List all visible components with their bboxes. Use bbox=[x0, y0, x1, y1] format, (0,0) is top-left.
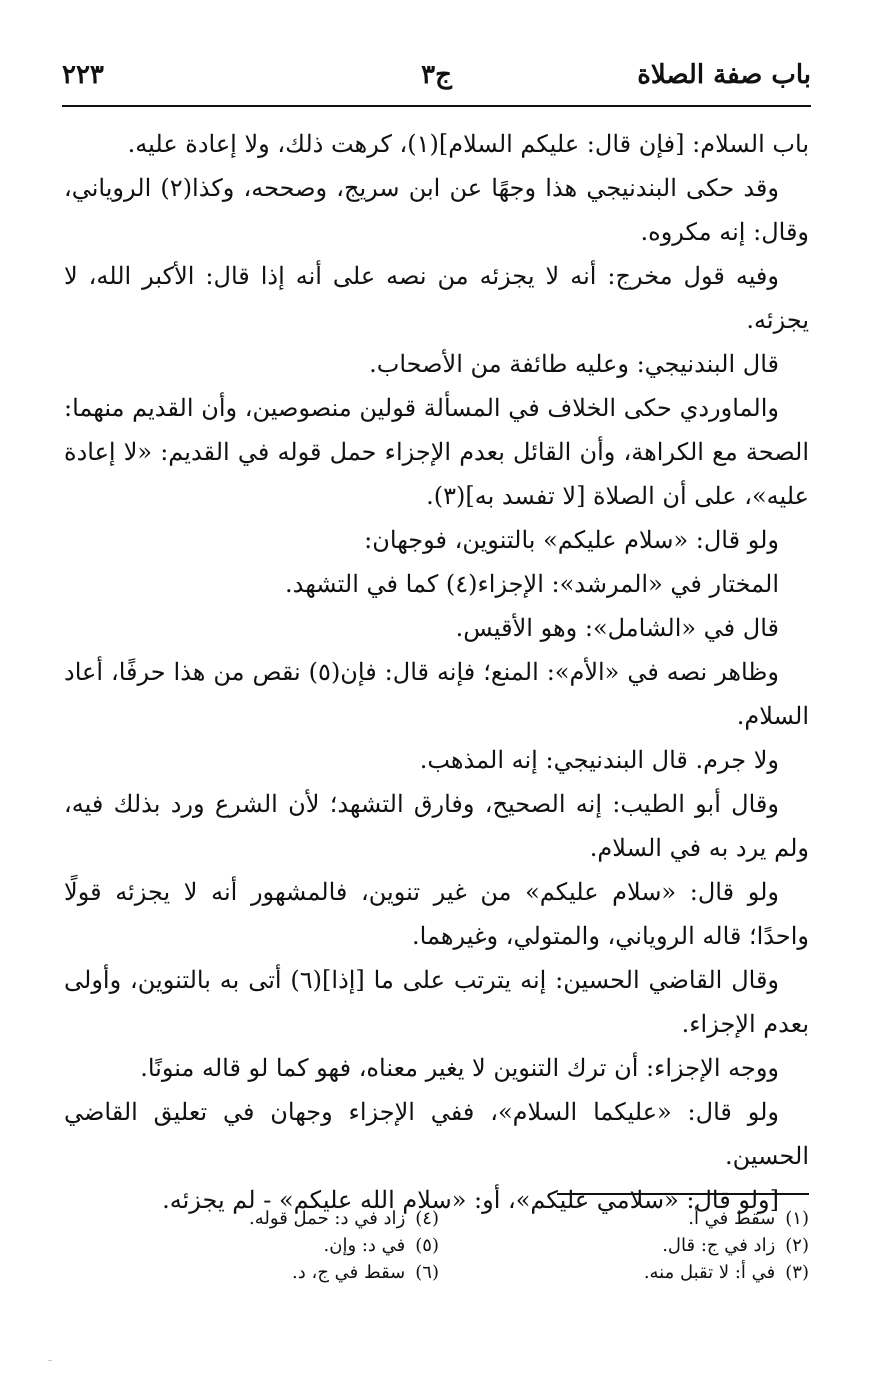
footnotes-column-left bbox=[109, 1205, 439, 1286]
page-number: ٢٢٣ bbox=[62, 60, 104, 90]
body-paragraph: ولو قال: «عليكما السلام»، ففي الإجزاء وجهان في تعليق القاضي الحسين. bbox=[64, 1098, 809, 1170]
body-paragraph: ولو قال: «سلام عليكم» بالتنوين، فوجهان: bbox=[364, 526, 779, 554]
body-paragraph: المختار في «المرشد»: الإجزاء(٤) كما في التشهد. bbox=[284, 570, 779, 598]
body-paragraph: ولو قال: «سلام عليكم» من غير تنوين، فالمشهور أنه لا يجزئه قولًا واحدًا؛ قاله الروياني، والمتولي، وغيرهما. bbox=[64, 878, 809, 950]
footnote-text: سقط في ج، د. bbox=[292, 1262, 406, 1283]
footnote bbox=[109, 1232, 439, 1259]
body-paragraph: وقد حكى البندنيجي هذا وجهًا عن ابن سريج، وصححه، وكذا(٢) الروياني، وقال: إنه مكروه. bbox=[64, 174, 809, 246]
footnote-rule bbox=[557, 1193, 809, 1195]
footnote-number: (٣) bbox=[785, 1262, 809, 1283]
footnote-text: زاد في د: حمل قوله. bbox=[249, 1208, 406, 1229]
body-paragraph: وفيه قول مخرج: أنه لا يجزئه من نصه على أنه إذا قال: الأكبر الله، لا يجزئه. bbox=[64, 262, 809, 334]
body-paragraph: باب السلام: [فإن قال: عليكم السلام](١)، كرهت ذلك، ولا إعادة عليه. bbox=[127, 130, 809, 158]
body-paragraph: ولا جرم. قال البندنيجي: إنه المذهب. bbox=[419, 746, 779, 774]
body-paragraph: وقال القاضي الحسين: إنه يترتب على ما [إذا](٦) أتى به بالتنوين، وأولى بعدم الإجزاء. bbox=[64, 966, 809, 1038]
body-paragraph: قال في «الشامل»: وهو الأقيس. bbox=[455, 614, 779, 642]
volume-label: ج٣ bbox=[421, 60, 452, 90]
footnote-number: (٦) bbox=[415, 1262, 439, 1283]
footnote-text: في د: وإن. bbox=[323, 1235, 406, 1256]
footnote-text: في أ: لا تقبل منه. bbox=[643, 1262, 776, 1283]
body-text bbox=[64, 122, 809, 1222]
body-paragraph: وظاهر نصه في «الأم»: المنع؛ فإنه قال: فإن(٥) نقص من هذا حرفًا، أعاد السلام. bbox=[64, 658, 809, 730]
body-paragraph: ووجه الإجزاء: أن ترك التنوين لا يغير معناه، فهو كما لو قاله منونًا. bbox=[140, 1054, 779, 1082]
footnote bbox=[109, 1259, 439, 1286]
body-paragraph: قال البندنيجي: وعليه طائفة من الأصحاب. bbox=[369, 350, 779, 378]
footnotes-column-right bbox=[479, 1205, 809, 1286]
footnote-text: سقط في أ. bbox=[688, 1208, 776, 1229]
footnote-number: (١) bbox=[785, 1208, 809, 1229]
body-paragraph: [ولو قال: «سلامي عليكم»، أو: «سلام الله عليكم» - لم يجزئه. bbox=[162, 1186, 779, 1214]
footnote bbox=[479, 1259, 809, 1286]
footnote bbox=[479, 1232, 809, 1259]
footnote-number: (٢) bbox=[785, 1235, 809, 1256]
running-header bbox=[62, 56, 811, 96]
chapter-title: باب صفة الصلاة bbox=[637, 60, 811, 90]
header-rule bbox=[62, 105, 811, 107]
footnote bbox=[109, 1205, 439, 1232]
body-paragraph: وقال أبو الطيب: إنه الصحيح، وفارق التشهد؛ لأن الشرع ورد بذلك فيه، ولم يرد به في السلام. bbox=[64, 790, 809, 862]
footnote-text: زاد في ج: قال. bbox=[662, 1235, 776, 1256]
footnote-number: (٥) bbox=[415, 1235, 439, 1256]
footnote-number: (٤) bbox=[415, 1208, 439, 1229]
margin-mark bbox=[48, 1360, 52, 1361]
body-paragraph: والماوردي حكى الخلاف في المسألة قولين منصوصين، وأن القديم منهما: الصحة مع الكراهة، وأن القائل بعدم الإجزاء حمل قوله في القديم: «لا إعادة عليه»، على أن الصلاة [لا تفسد به](٣). bbox=[64, 394, 809, 510]
footnote bbox=[479, 1205, 809, 1232]
